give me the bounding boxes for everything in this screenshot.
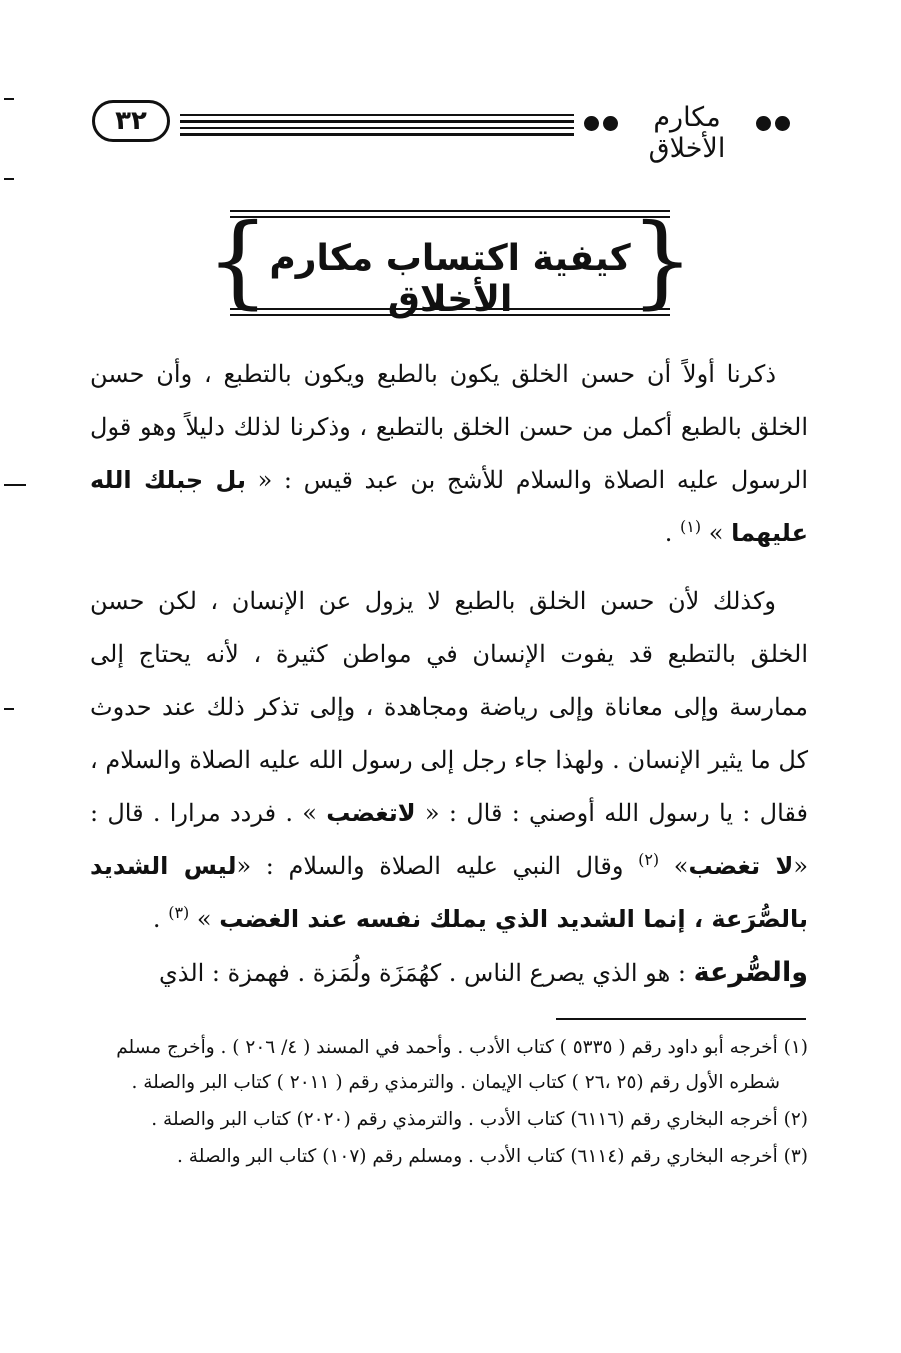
header-rule: [180, 114, 574, 116]
frame-rule-top: [230, 210, 670, 212]
left-brace-ornament: {: [206, 202, 270, 319]
running-title: مكارم الأخلاق: [648, 102, 726, 164]
footnote-ref: (٣): [168, 903, 190, 922]
footnote-ref: (١): [680, 517, 702, 536]
scan-margin-mark: [4, 708, 14, 710]
paragraph-text: وكذلك لأن حسن الخلق بالطبع لا يزول عن الإنسان ، لكن حسن الخلق بالتطبع قد يفوت الإنسان في مواطن كثيرة ، لأنه يحتاج إلى ممارسة وإلى معاناة وإلى رياضة ومجاهدة ، وإلى تذكر ذلك عند حدوث كل ما يثير الإنسان . ولهذا جاء رجل إلى رسول الله عليه الصلاة والسلام ، فقال : يا رسول الله أوصني : قال : «: [90, 587, 809, 827]
hadith-quote: لاتغضب: [326, 799, 416, 827]
header-rule: [180, 120, 574, 123]
paragraph-text: .: [664, 519, 681, 547]
header-rule: [180, 127, 574, 129]
paragraph-text: وقال النبي عليه الصلاة والسلام : «: [236, 852, 639, 880]
right-brace-ornament: }: [630, 202, 694, 319]
scan-margin-mark: [4, 178, 14, 180]
paragraph-text: »: [659, 852, 689, 880]
page-number-badge: ٣٢: [92, 100, 170, 142]
paragraph-2: [90, 575, 808, 946]
footnote-separator: [556, 1018, 806, 1020]
scan-margin-mark: [4, 98, 14, 100]
paragraph-text: »: [701, 519, 732, 547]
paragraph-text: .: [152, 905, 169, 933]
footnote-1: (١) أخرجه أبو داود رقم ( ٥٣٣٥ ) كتاب الأدب . وأحمد في المسند ( ٤/ ٢٠٦ ) . وأخرج مسلم شطره الأول رقم (٢٥ ،٢٦ ) كتاب الإيمان . والترمذي رقم ( ٢٠١١ ) كتاب البر والصلة .: [116, 1037, 808, 1093]
section-title-frame: [206, 202, 694, 320]
footnote-ref: (٢): [638, 850, 660, 869]
defined-term: والصُّرعة: [693, 957, 808, 988]
hadith-quote: لا تغضب: [688, 852, 794, 880]
hadith-quote: ليس الشديد بالصُّرَعة ، إنما الشديد الذي يملك نفسه عند الغضب: [90, 852, 808, 933]
page-header: [92, 96, 804, 164]
hadith-quote: بل جبلك الله عليهما: [90, 466, 808, 547]
paragraph-1: [90, 348, 808, 560]
footnote-2: (٢) أخرجه البخاري رقم (٦١١٦) كتاب الأدب . والترمذي رقم (٢٠٢٠) كتاب البر والصلة .: [151, 1109, 808, 1130]
paragraph-3: [90, 946, 808, 1000]
paragraph-text: : هو الذي يصرع الناس . كهُمَزَة ولُمَزة . فهمزة : الذي: [158, 959, 694, 987]
footnote-3: (٣) أخرجه البخاري رقم (٦١١٤) كتاب الأدب . ومسلم رقم (١٠٧) كتاب البر والصلة .: [177, 1146, 808, 1167]
paragraph-text: » . فردد مرارا . قال : «: [90, 799, 808, 880]
paragraph-text: »: [189, 905, 220, 933]
paragraph-text: ذكرنا أولاً أن حسن الخلق يكون بالطبع ويكون بالتطبع ، وأن حسن الخلق بالطبع أكمل من حسن الخلق بالتطبع ، وذكرنا لذلك دليلاً وهو قول الرسول عليه الصلاة والسلام للأشج بن عبد قيس : «: [90, 360, 808, 494]
header-dots-ornament: [584, 116, 618, 131]
scan-margin-mark: [4, 484, 26, 486]
footnotes: [92, 1030, 808, 1176]
header-rule: [180, 133, 574, 136]
section-title: كيفية اكتساب مكارم الأخلاق: [269, 238, 631, 320]
header-dots-ornament: [756, 116, 790, 131]
